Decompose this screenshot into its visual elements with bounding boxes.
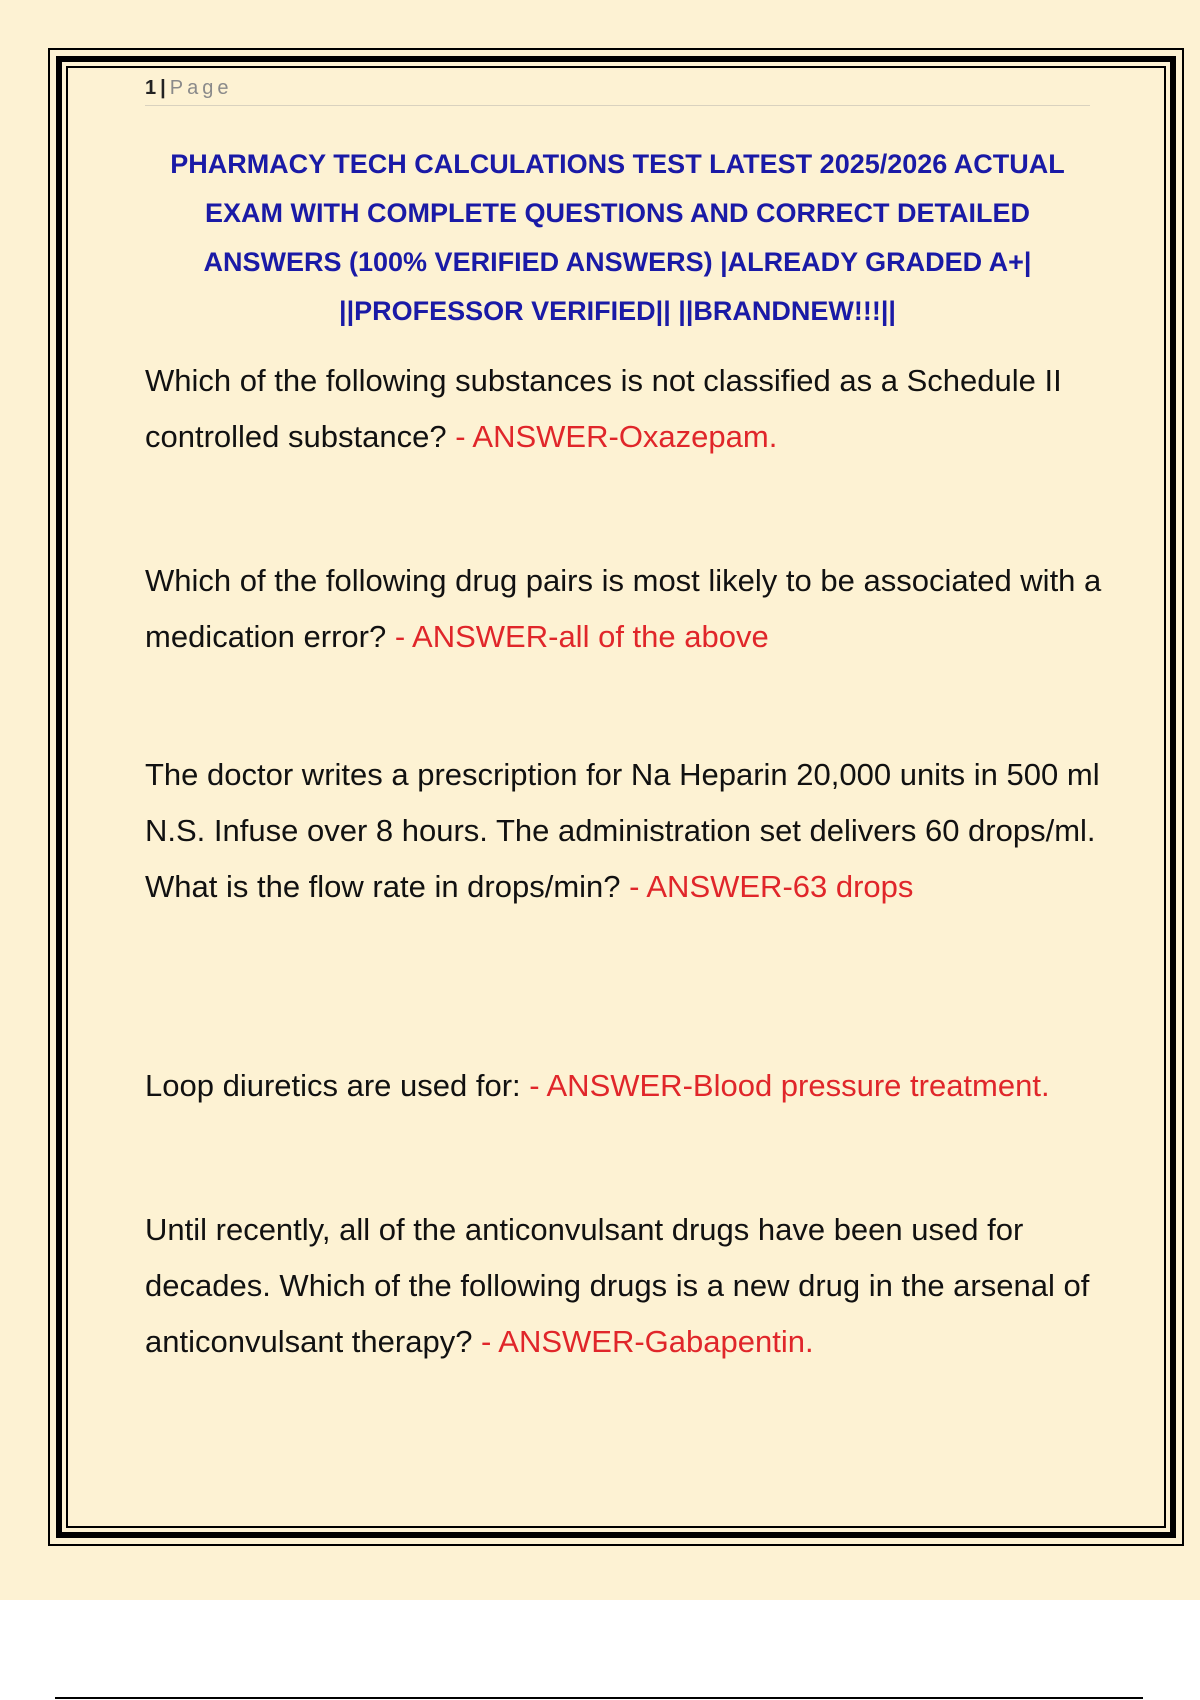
qa-item-4 xyxy=(145,1058,1105,1114)
qa-item-3 xyxy=(145,747,1105,915)
answer-text: - ANSWER-Gabapentin. xyxy=(472,1324,814,1359)
qa-item-5 xyxy=(145,1202,1105,1370)
answer-text: - ANSWER-63 drops xyxy=(620,869,914,904)
page-number: 1 xyxy=(145,77,157,99)
qa-item-2 xyxy=(145,553,1105,665)
page-header-separator: | xyxy=(160,77,166,99)
page-label: Page xyxy=(169,77,233,99)
question-text: Until recently, all of the anticonvulsant drugs have been used for decades. Which of the following drugs is a new drug in the arsenal of anticonvulsant therapy? xyxy=(145,1212,1090,1359)
question-text: Which of the following substances is not classified as a Schedule II controlled substance? xyxy=(145,363,1062,454)
answer-text: - ANSWER-Oxazepam. xyxy=(446,419,778,454)
question-text: Loop diuretics are used for: xyxy=(145,1068,521,1103)
answer-text: - ANSWER-all of the above xyxy=(386,619,769,654)
question-text: The doctor writes a prescription for Na Heparin 20,000 units in 500 ml N.S. Infuse over 8 hours. The administration set delivers 60 drops/ml. What is the flow rate in drops/min? xyxy=(145,757,1100,904)
qa-item-1 xyxy=(145,353,1105,465)
answer-text: - ANSWER-Blood pressure treatment. xyxy=(520,1068,1050,1103)
question-text: Which of the following drug pairs is most likely to be associated with a medication error? xyxy=(145,563,1102,654)
page-header xyxy=(145,74,1090,106)
document-title: PHARMACY TECH CALCULATIONS TEST LATEST 2025/2026 ACTUAL EXAM WITH COMPLETE QUESTIONS AND CORRECT DETAILED ANSWERS (100% VERIFIED ANSWERS) |ALREADY GRADED A+| ||PROFESSOR VERIFIED|| ||BRANDNEW!!!|| xyxy=(170,149,1065,326)
next-page-top-rule xyxy=(55,1697,1143,1699)
